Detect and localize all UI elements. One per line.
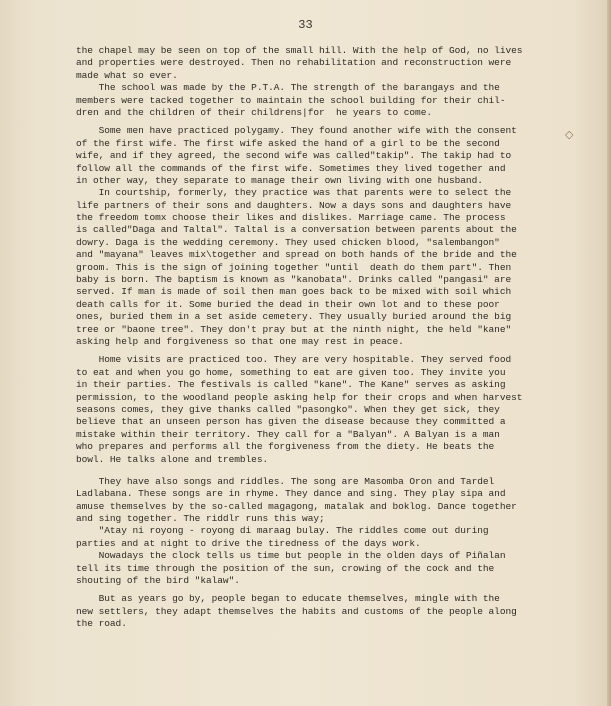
text-line: tell its time through the position of the sun, crowing of the cock and the <box>76 562 495 574</box>
body-text <box>76 45 558 631</box>
paragraph <box>76 82 558 119</box>
text-line: follow all the commands of the first wife. Sometimes they lived together and <box>76 162 506 174</box>
text-line: bowl. He talks alone and trembles. <box>76 453 269 465</box>
text-line: Nowadays the clock tells us time but people in the olden days of Piñalan <box>76 550 506 562</box>
text-line: "Atay ni royong - royong di maraag bulay. The riddles come out during <box>76 525 489 537</box>
margin-mark: ◇ <box>565 128 574 141</box>
text-line: permission, to the woodland people asking help for their crops and when harvest <box>76 391 523 403</box>
text-line: members were tacked together to maintain the school building for their chil- <box>76 94 506 106</box>
text-line: new settlers, they adapt themselves the habits and customs of the people along <box>76 605 517 617</box>
text-line: dren and the children of their childrens|for he years to come. <box>76 106 433 118</box>
text-line: believe that an unseen person has given the disease because they committed a <box>76 416 506 428</box>
text-line: dowry. Daga is the wedding ceremony. They used chicken blood, "salembangon" <box>76 236 500 248</box>
text-line: the freedom tomx choose their likes and dislikes. Marriage came. The process <box>76 212 506 224</box>
text-line: the road. <box>76 618 127 630</box>
text-line: to eat and when you go home, something to eat are given too. They invite you <box>76 366 506 378</box>
text-line: baby is born. The baptism is known as "kanobata". Drinks called "pangasi" are <box>76 274 512 286</box>
paragraph <box>76 593 558 630</box>
paragraph <box>76 354 558 466</box>
text-line: tree or "baone tree". They don't pray but at the ninth night, the held "kane" <box>76 323 512 335</box>
text-line: who prepares and performs all the forgiveness from the diety. He beats the <box>76 441 495 453</box>
text-line: mistake within their territory. They call for a "Balyan". A Balyan is a man <box>76 428 500 440</box>
text-line: ones, buried them in a set aside cemetery. They usually buried around the big <box>76 311 512 323</box>
paragraph <box>76 45 558 82</box>
text-line: life partners of their sons and daughters. Now a days sons and daughters have <box>76 199 512 211</box>
text-line: made what so ever. <box>76 69 178 81</box>
text-line: In courtship, formerly, they practice was that parents were to select the <box>76 187 512 199</box>
text-line: of the first wife. The first wife asked the hand of a girl to be the second <box>76 137 500 149</box>
text-line: The school was made by the P.T.A. The strength of the barangays and the <box>76 82 500 94</box>
text-line: and properties were destroyed. Then no rehabilitation and reconstruction were <box>76 57 512 69</box>
text-line: But as years go by, people began to educate themselves, mingle with the <box>76 593 500 605</box>
page-number: 33 <box>298 18 313 32</box>
paragraph <box>76 125 558 187</box>
paragraph <box>76 476 558 588</box>
page-edge <box>607 0 611 706</box>
text-line: death calls for it. Some buried the dead in their own lot and to these poor <box>76 298 500 310</box>
text-line: Ladlabana. These songs are in rhyme. They dance and sing. They play sipa and <box>76 488 506 500</box>
text-line: seasons comes, they give thanks called "pasongko". When they get sick, they <box>76 403 500 415</box>
text-line: Some men have practiced polygamy. They found another wife with the consent <box>76 125 517 137</box>
text-line: is called"Daga and Taltal". Taltal is a conversation between parents about the <box>76 224 517 236</box>
text-line: served. If man is made of soil then man goes back to be mixed with soil which <box>76 286 512 298</box>
text-line: parties and at night to drive the tiredness of the days work. <box>76 537 421 549</box>
text-line: in other way, they separate to manage their own living with one husband. <box>76 174 483 186</box>
text-line: and sing together. The riddlr runs this way; <box>76 513 325 525</box>
text-line: the chapel may be seen on top of the small hill. With the help of God, no lives <box>76 45 523 56</box>
text-line: asking help and forgiveness so that one may rest in peace. <box>76 335 404 347</box>
text-line: They have also songs and riddles. The song are Masomba Oron and Tardel <box>76 475 495 487</box>
text-line: amuse themselves by the so-called magagong, matalak and boklog. Dance together <box>76 500 517 512</box>
text-line: in their parties. The festivals is called "kane". The Kane" serves as asking <box>76 379 506 391</box>
paragraph <box>76 187 558 348</box>
text-line: shouting of the bird "kalaw". <box>76 575 240 587</box>
text-line: Home visits are practiced too. They are very hospitable. They served food <box>76 354 512 366</box>
text-line: wife, and if they agreed, the second wife was called"takip". The takip had to <box>76 150 512 162</box>
text-line: and "mayana" leaves mix\together and spread on both hands of the bride and the <box>76 249 517 261</box>
text-line: groom. This is the sign of joining together "until death do them part". Then <box>76 261 512 273</box>
